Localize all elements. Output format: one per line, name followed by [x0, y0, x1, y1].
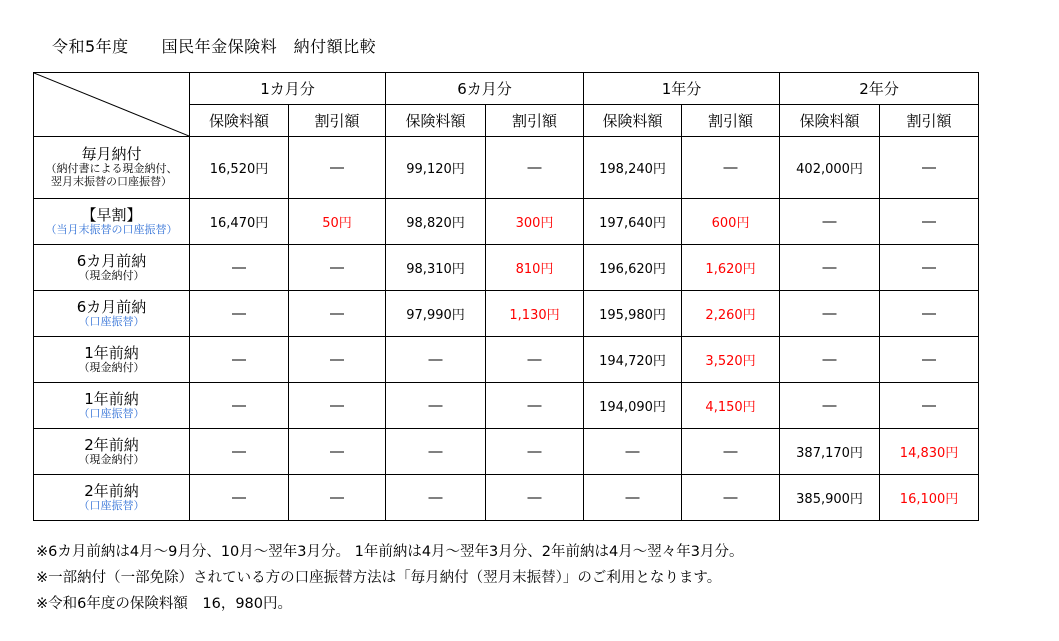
- header-corner-cell: [34, 73, 190, 137]
- table-row: [34, 429, 979, 475]
- premium-amount-cell: 98,820円: [386, 199, 486, 245]
- premium-empty-cell: ―: [190, 475, 289, 521]
- discount-amount-cell: 3,520円: [682, 337, 780, 383]
- premium-amount-cell: 98,310円: [386, 245, 486, 291]
- table-row: [34, 383, 979, 429]
- premium-amount-cell: 16,470円: [190, 199, 289, 245]
- payment-method-label: 1年前納: [84, 389, 139, 408]
- premium-empty-cell: ―: [780, 245, 880, 291]
- premium-amount-cell: 99,120円: [386, 137, 486, 199]
- premium-empty-cell: ―: [190, 291, 289, 337]
- discount-amount-cell: 1,620円: [682, 245, 780, 291]
- discount-empty-cell: ―: [486, 383, 584, 429]
- footnote: ※6カ月前納は4月～9月分、10月～翌年3月分。 1年前納は4月～翌年3月分、2年前納は4月～翌々年3月分。: [36, 544, 744, 560]
- discount-empty-cell: ―: [486, 337, 584, 383]
- premium-empty-cell: ―: [584, 475, 682, 521]
- payment-method-note: 翌月末振替の口座振替）: [51, 175, 172, 189]
- discount-amount-cell: 50円: [289, 199, 386, 245]
- period-header-6months: 6カ月分: [386, 73, 584, 105]
- payment-method-note: （口座振替）: [78, 498, 145, 512]
- premium-amount-cell: 198,240円: [584, 137, 682, 199]
- col-premium: 保険料額: [780, 105, 880, 137]
- discount-amount-cell: 14,830円: [880, 429, 979, 475]
- premium-empty-cell: ―: [190, 245, 289, 291]
- discount-amount-cell: 810円: [486, 245, 584, 291]
- row-label-cell: [34, 245, 190, 291]
- discount-empty-cell: ―: [289, 475, 386, 521]
- discount-amount-cell: 4,150円: [682, 383, 780, 429]
- payment-method-label: 6カ月前納: [76, 251, 147, 270]
- col-discount: 割引額: [880, 105, 979, 137]
- discount-amount-cell: 600円: [682, 199, 780, 245]
- row-label-cell: [34, 199, 190, 245]
- payment-method-note: （現金納付）: [78, 360, 145, 374]
- period-header-1year: 1年分: [584, 73, 780, 105]
- table-body: [34, 137, 979, 521]
- table-row: [34, 337, 979, 383]
- premium-empty-cell: ―: [190, 429, 289, 475]
- premium-amount-cell: 402,000円: [780, 137, 880, 199]
- discount-empty-cell: ―: [880, 337, 979, 383]
- discount-empty-cell: ―: [289, 137, 386, 199]
- discount-empty-cell: ―: [682, 475, 780, 521]
- payment-method-label: 2年前納: [84, 435, 139, 454]
- payment-method-label: 毎月納付: [81, 145, 142, 164]
- row-label-cell: [34, 429, 190, 475]
- col-discount: 割引額: [682, 105, 780, 137]
- premium-comparison-table: [33, 72, 979, 521]
- discount-empty-cell: ―: [880, 291, 979, 337]
- payment-method-note: （納付書による現金納付、: [45, 162, 178, 176]
- premium-empty-cell: ―: [780, 337, 880, 383]
- payment-method-note: （現金納付）: [78, 452, 145, 466]
- premium-empty-cell: ―: [584, 429, 682, 475]
- discount-empty-cell: ―: [289, 337, 386, 383]
- payment-method-label: 2年前納: [84, 481, 139, 500]
- discount-empty-cell: ―: [289, 429, 386, 475]
- discount-amount-cell: 1,130円: [486, 291, 584, 337]
- table-row: [34, 245, 979, 291]
- discount-empty-cell: ―: [486, 475, 584, 521]
- footnote: ※令和6年度の保険料額 16，980円。: [36, 596, 293, 612]
- premium-amount-cell: 385,900円: [780, 475, 880, 521]
- discount-empty-cell: ―: [880, 137, 979, 199]
- table-row: [34, 137, 979, 199]
- row-label-cell: [34, 291, 190, 337]
- premium-empty-cell: ―: [386, 337, 486, 383]
- col-premium: 保険料額: [190, 105, 289, 137]
- premium-empty-cell: ―: [190, 337, 289, 383]
- discount-empty-cell: ―: [289, 383, 386, 429]
- premium-amount-cell: 195,980円: [584, 291, 682, 337]
- premium-empty-cell: ―: [386, 429, 486, 475]
- premium-amount-cell: 196,620円: [584, 245, 682, 291]
- table-row: [34, 475, 979, 521]
- discount-empty-cell: ―: [880, 383, 979, 429]
- discount-empty-cell: ―: [486, 429, 584, 475]
- discount-amount-cell: 16,100円: [880, 475, 979, 521]
- discount-empty-cell: ―: [682, 429, 780, 475]
- period-header-2years: 2年分: [780, 73, 979, 105]
- row-label-cell: [34, 337, 190, 383]
- discount-amount-cell: 2,260円: [682, 291, 780, 337]
- row-label-cell: [34, 137, 190, 199]
- payment-method-label: 6カ月前納: [76, 297, 147, 316]
- premium-amount-cell: 387,170円: [780, 429, 880, 475]
- row-label-cell: [34, 383, 190, 429]
- premium-empty-cell: ―: [386, 475, 486, 521]
- col-discount: 割引額: [289, 105, 386, 137]
- footnotes: [36, 539, 743, 617]
- payment-method-label: 1年前納: [84, 343, 139, 362]
- discount-empty-cell: ―: [289, 245, 386, 291]
- discount-amount-cell: 300円: [486, 199, 584, 245]
- premium-empty-cell: ―: [780, 291, 880, 337]
- premium-empty-cell: ―: [190, 383, 289, 429]
- premium-empty-cell: ―: [780, 199, 880, 245]
- payment-method-note: （現金納付）: [78, 268, 145, 282]
- discount-empty-cell: ―: [486, 137, 584, 199]
- col-premium: 保険料額: [584, 105, 682, 137]
- premium-amount-cell: 194,090円: [584, 383, 682, 429]
- table-row: [34, 199, 979, 245]
- col-premium: 保険料額: [386, 105, 486, 137]
- row-label-cell: [34, 475, 190, 521]
- discount-empty-cell: ―: [880, 245, 979, 291]
- premium-amount-cell: 194,720円: [584, 337, 682, 383]
- premium-empty-cell: ―: [386, 383, 486, 429]
- premium-amount-cell: 97,990円: [386, 291, 486, 337]
- premium-amount-cell: 16,520円: [190, 137, 289, 199]
- diagonal-line: [34, 73, 189, 136]
- payment-method-note: （口座振替）: [78, 406, 145, 420]
- col-discount: 割引額: [486, 105, 584, 137]
- footnote: ※一部納付（一部免除）されている方の口座振替方法は「毎月納付（翌月末振替）」のご利用となります。: [36, 570, 722, 586]
- premium-amount-cell: 197,640円: [584, 199, 682, 245]
- period-header-1month: 1カ月分: [190, 73, 386, 105]
- page-title: 令和5年度 国民年金保険料 納付額比較: [52, 37, 377, 56]
- premium-empty-cell: ―: [780, 383, 880, 429]
- discount-empty-cell: ―: [289, 291, 386, 337]
- payment-method-note: （口座振替）: [78, 314, 145, 328]
- payment-method-label: 【早割】: [81, 205, 142, 224]
- table-row: [34, 291, 979, 337]
- discount-empty-cell: ―: [682, 137, 780, 199]
- payment-method-note: （当月末振替の口座振替）: [45, 222, 178, 236]
- discount-empty-cell: ―: [880, 199, 979, 245]
